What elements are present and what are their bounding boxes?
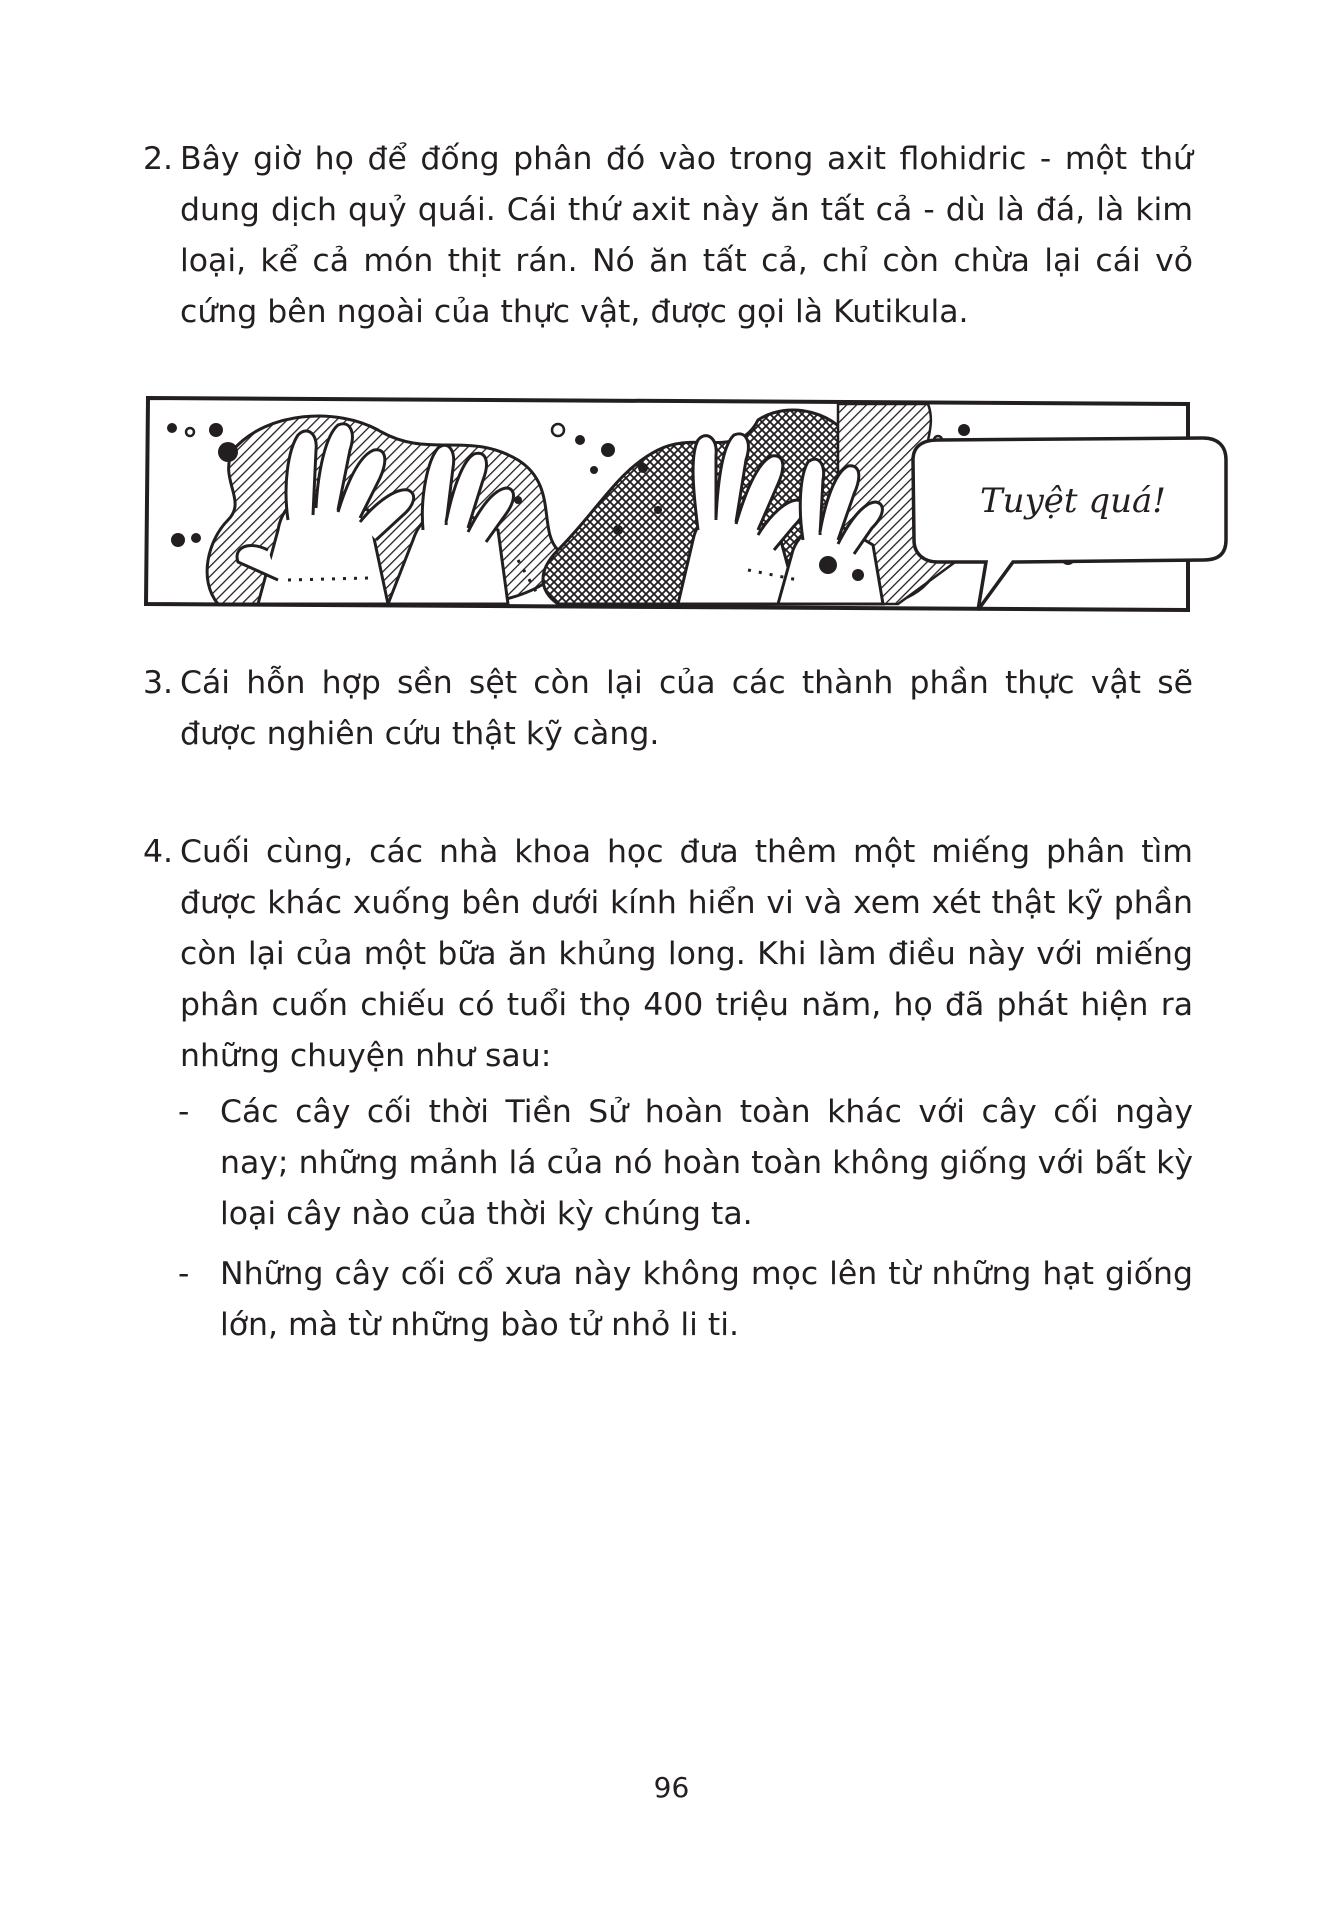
item-number: 4.: [143, 834, 174, 870]
list-item-4: [143, 827, 1193, 1082]
comic-panel-illustration: [138, 390, 1228, 630]
item-number: 3.: [143, 665, 174, 701]
item-text: Cuối cùng, các nhà khoa học đưa thêm một miếng phân tìm được khác xuống bên dưới kính hiển vi và xem xét thật kỹ phần còn lại của một bữa ăn khủng long. Khi làm điều này với miếng phân cuốn chiếu có tuổi thọ 400 triệu năm, họ đã phát hiện ra những chuyện như sau:: [180, 834, 1193, 1074]
page-number: 96: [653, 1771, 690, 1804]
speech-bubble-text: Tuyệt quá!: [980, 481, 1166, 521]
item-text: Cái hỗn hợp sền sệt còn lại của các thành phần thực vật sẽ được nghiên cứu thật kỹ càng.: [180, 665, 1193, 752]
item-text: Bây giờ họ để đống phân đó vào trong axit flohidric - một thứ dung dịch quỷ quái. Cái thứ axit này ăn tất cả - dù là đá, là kim loại, kể cả món thịt rán. Nó ăn tất cả, chỉ còn chừa lại cái vỏ cứng bên ngoài của thực vật, được gọi là Kutikula.: [180, 141, 1193, 330]
sub-item-dash: -: [178, 1256, 190, 1292]
sub-item-text: Các cây cối thời Tiền Sử hoàn toàn khác với cây cối ngày nay; những mảnh lá của nó hoàn toàn không giống với bất kỳ loại cây nào của thời kỳ chúng ta.: [220, 1094, 1193, 1232]
sub-item-text: Những cây cối cổ xưa này không mọc lên từ những hạt giống lớn, mà từ những bào tử nhỏ li ti.: [220, 1256, 1193, 1343]
sub-item-1: [178, 1087, 1193, 1240]
item-number: 2.: [143, 141, 174, 177]
list-item-2: [143, 134, 1193, 338]
sub-item-dash: -: [178, 1094, 190, 1130]
sub-item-2: [178, 1249, 1193, 1351]
list-item-3: [143, 658, 1193, 760]
